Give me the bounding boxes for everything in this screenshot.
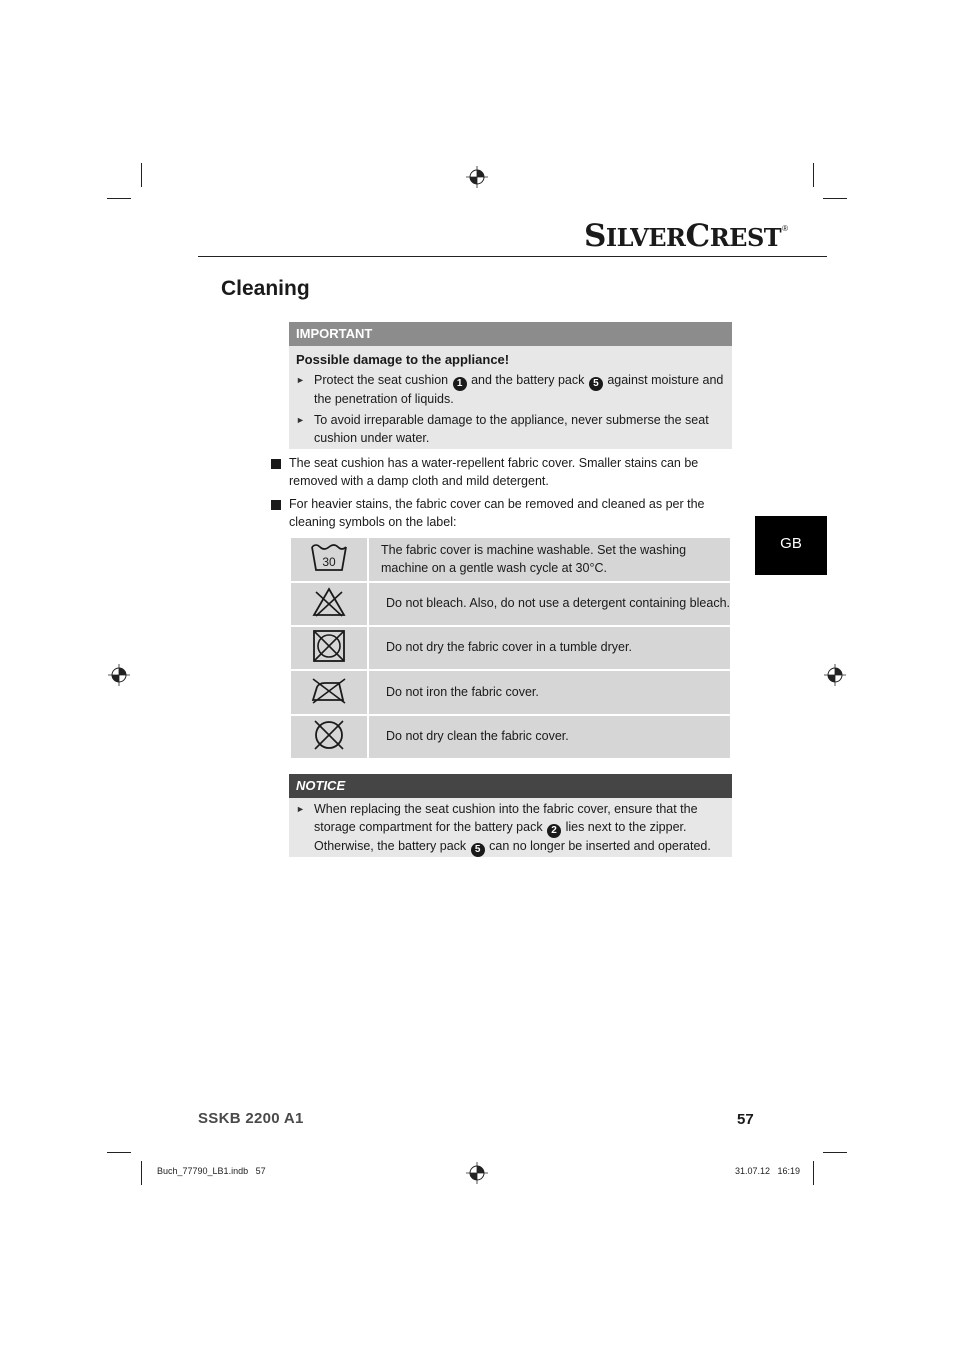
callout-number: 2 <box>547 824 561 838</box>
callout-number: 1 <box>453 377 467 391</box>
registration-mark-icon <box>466 166 488 188</box>
table-row <box>290 537 731 582</box>
wash-30-icon <box>309 540 349 574</box>
arrow-icon: ► <box>296 804 305 814</box>
crop-mark <box>813 1161 814 1185</box>
important-header: IMPORTANT <box>289 322 732 346</box>
list-item: ► Protect the seat cushion 1 and the battery pack 5 against moisture and the penetration of liquids. <box>296 372 726 409</box>
table-row <box>290 670 731 715</box>
brand-logo: SILVERCREST® <box>584 218 788 254</box>
crop-mark <box>823 1152 847 1153</box>
registration-mark-icon <box>824 664 846 686</box>
square-bullet-icon <box>271 459 281 469</box>
table-row <box>290 582 731 626</box>
crop-mark <box>141 1161 142 1185</box>
table-row <box>290 626 731 670</box>
registration-mark-icon <box>466 1162 488 1184</box>
crop-mark <box>141 163 142 187</box>
model-number: SSKB 2200 A1 <box>198 1110 304 1127</box>
no-dry-clean-icon <box>311 718 347 752</box>
no-iron-icon <box>309 675 349 705</box>
arrow-icon: ► <box>296 374 305 385</box>
svg-text:30: 30 <box>322 555 336 569</box>
no-bleach-icon <box>311 586 347 618</box>
crop-mark <box>813 163 814 187</box>
bullet-item: For heavier stains, the fabric cover can be removed and cleaned as per the cleaning symbols on the label: <box>271 496 732 531</box>
bullet-item: The seat cushion has a water-repellent fabric cover. Smaller stains can be removed with a damp cloth and mild detergent. <box>271 455 732 490</box>
square-bullet-icon <box>271 500 281 510</box>
page-number: 57 <box>737 1111 754 1128</box>
important-body <box>289 346 732 449</box>
notice-box <box>289 774 732 857</box>
care-text: Do not iron the fabric cover. <box>368 670 731 715</box>
list-item: ► To avoid irreparable damage to the appliance, never submerse the seat cushion under water. <box>296 412 726 447</box>
important-box <box>289 322 732 449</box>
page-title: Cleaning <box>221 277 310 300</box>
care-text: Do not dry the fabric cover in a tumble dryer. <box>368 626 731 670</box>
crop-mark <box>823 198 847 199</box>
crop-mark <box>107 1152 131 1153</box>
notice-header: NOTICE <box>289 774 732 798</box>
language-tab: GB <box>755 516 827 575</box>
print-slug-date: 31.07.12 16:19 <box>735 1166 801 1176</box>
registration-mark-icon <box>108 664 130 686</box>
header-rule <box>198 256 827 257</box>
notice-body <box>289 798 732 857</box>
list-item: ► When replacing the seat cushion into the fabric cover, ensure that the storage compartment for the battery pack 2 lies next to the zipper. Otherwise, the battery pack 5 can no longer be inserted and operated. <box>296 802 711 855</box>
crop-mark <box>107 198 131 199</box>
no-tumble-dry-icon <box>311 628 347 664</box>
care-text: Do not dry clean the fabric cover. <box>368 715 731 759</box>
arrow-icon: ► <box>296 415 305 425</box>
table-row <box>290 715 731 759</box>
print-slug-file: Buch_77790_LB1.indb 57 <box>157 1166 266 1176</box>
care-symbols-table <box>289 536 732 760</box>
care-text: Do not bleach. Also, do not use a detergent containing bleach. <box>368 582 731 626</box>
callout-number: 5 <box>471 843 485 857</box>
callout-number: 5 <box>589 377 603 391</box>
care-text: The fabric cover is machine washable. Set the washing machine on a gentle wash cycle at 30°C. <box>368 537 731 582</box>
important-subheading: Possible damage to the appliance! <box>296 352 510 367</box>
